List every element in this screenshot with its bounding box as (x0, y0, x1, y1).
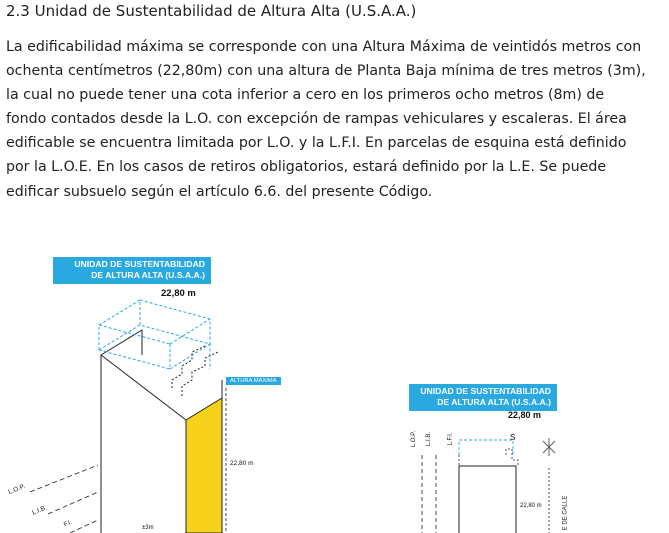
label-line: DE ALTURA ALTA (U.S.A.A.) (91, 270, 205, 280)
section-heading: 2.3 Unidad de Sustentabilidad de Altura Alta (U.S.A.A.) (6, 2, 417, 20)
label-line: UNIDAD DE SUSTENTABILIDAD (420, 386, 551, 396)
lib-label: L.I.B. (31, 504, 48, 517)
figure-left-height: 22,80 m (161, 288, 196, 299)
label-line: UNIDAD DE SUSTENTABILIDAD (74, 259, 205, 269)
setback-s-label: S (510, 433, 516, 442)
paragraph-line: edificar subsuelo según el artículo 6.6. del presente Código. (6, 183, 433, 200)
paragraph-line: por la L.O.E. En los casos de retiros obligatorios, estará definido por la L.E. Se puede (6, 159, 607, 176)
label-line: DE ALTURA ALTA (U.S.A.A.) (437, 397, 551, 407)
fi-label: F.I. (63, 519, 73, 529)
vertical-reference-lines (422, 455, 436, 533)
paragraph-line: ochenta centímetros (22,80m) con una altura de Planta Baja mínima de tres metros (3m), (6, 63, 646, 80)
section-outline (459, 466, 516, 533)
paragraph-line: la cual no puede tener una cota inferior a cero en los primeros ocho metros (8m) de (6, 87, 605, 104)
lop-label: L.O.P. (7, 482, 27, 497)
lib-label: L.I.B. (426, 431, 433, 447)
paragraph-line: edificable se encuentra limitada por L.O. y la L.F.I. En parcelas de esquina está definido (6, 135, 627, 152)
figure-right-label (409, 384, 557, 411)
side-dimension-label: 22,80 m (520, 503, 542, 509)
lop-label: L.O.P. (411, 430, 418, 448)
max-height-tag: ALTURA MÁXIMA (226, 377, 281, 385)
cross-mark (543, 438, 555, 456)
side-dimension-label: 22,80 m (230, 460, 254, 467)
paragraph-line: fondo contados desde la L.O. con excepción de rampas vehiculares y escaleras. El área (6, 111, 627, 128)
ground-dimension-label: ±3m (142, 525, 154, 531)
street-label: E DE CALLE (562, 495, 569, 531)
setback-steps (459, 449, 518, 466)
figure-right-height: 22,80 m (508, 410, 542, 420)
lfi-label: L.F.I. (447, 432, 454, 446)
setback-outline (459, 440, 513, 455)
paragraph-line: La edificabilidad máxima se corresponde con una Altura Máxima de veintidós metros con (6, 39, 642, 55)
